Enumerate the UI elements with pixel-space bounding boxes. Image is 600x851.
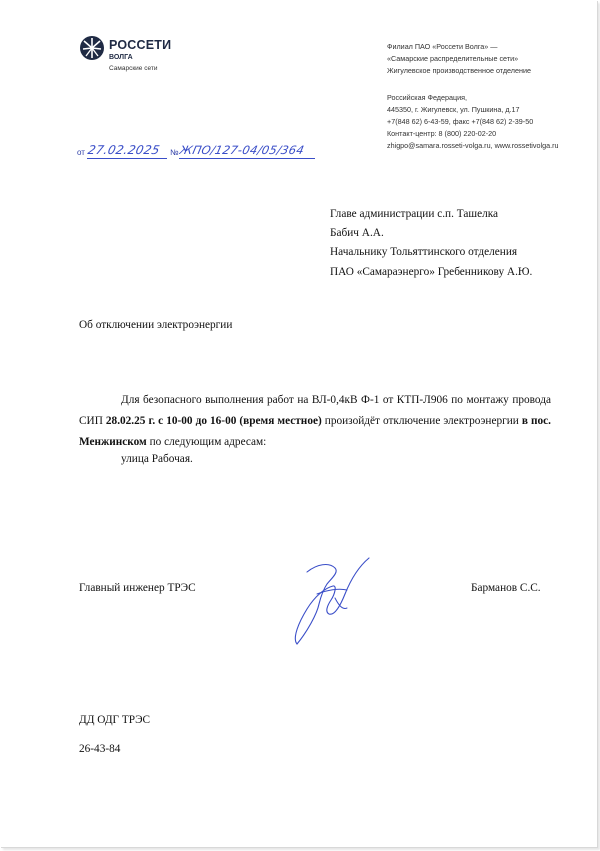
contact-line: Контакт-центр: 8 (800) 220-02-20 <box>387 129 497 138</box>
body-text: Для безопасного выполнения работ на ВЛ-0,4кВ Ф-1 от КТП-Л906 по монтажу провода СИП <box>79 394 551 427</box>
date-label: от <box>77 148 85 157</box>
addressee-line: Бабич А.А. <box>330 227 384 240</box>
number-label: № <box>170 148 179 157</box>
organization-block <box>387 41 587 77</box>
affected-address: улица Рабочая. <box>121 453 193 465</box>
addressee-line: Начальнику Тольяттинского отделения <box>330 246 518 259</box>
body-paragraph <box>79 390 551 453</box>
logo-region: ВОЛГА <box>109 54 133 61</box>
body-text: по следующим адресам: <box>146 436 267 448</box>
addressee-line: ПАО «Самараэнерго» Гребенникову А.Ю. <box>330 265 533 278</box>
org-line: Филиал ПАО «Россети Волга» — <box>387 42 498 51</box>
signer-title: Главный инженер ТРЭС <box>79 582 196 594</box>
contact-line: +7(848 62) 6-43-59, факс +7(848 62) 2-39-50 <box>387 117 534 126</box>
company-logo <box>79 35 199 83</box>
org-line: «Самарские распределительные сети» <box>387 54 519 63</box>
contacts-block <box>387 92 587 152</box>
letter-subject: Об отключении электроэнергии <box>79 319 233 331</box>
contact-line: zhigpo@samara.rosseti-volga.ru, www.rossetivolga.ru <box>387 141 559 150</box>
executor-department: ДД ОДГ ТРЭС <box>79 714 151 726</box>
handwritten-signature <box>277 554 377 649</box>
signer-name: Барманов С.С. <box>471 582 541 594</box>
rosseti-logo-icon <box>79 35 105 61</box>
date-underline <box>87 158 167 159</box>
org-line: Жигулевское производственное отделение <box>387 66 531 75</box>
contact-line: 445350, г. Жигулевск, ул. Пушкина, д.17 <box>387 105 520 114</box>
outage-time: 28.02.25 г. с 10-00 до 16-00 (время местное) <box>105 415 322 427</box>
registration-number: ЖПО/127-04/05/364 <box>178 143 306 157</box>
outage-location: в пос. Менжинском <box>79 415 551 448</box>
contact-line: Российская Федерация, <box>387 93 467 102</box>
number-underline <box>179 158 315 159</box>
addressee-line: Главе администрации с.п. Ташелка <box>330 208 499 220</box>
addressee-block <box>330 205 580 282</box>
document-page <box>1 1 598 848</box>
executor-phone: 26-43-84 <box>79 743 121 755</box>
logo-branch: Самарские сети <box>109 65 158 72</box>
logo-name: РОССЕТИ <box>109 38 172 52</box>
registration-date: 27.02.2025 <box>86 143 162 157</box>
registration-line <box>77 142 327 164</box>
letter-body <box>79 390 551 453</box>
body-text: произойдёт отключение электроэнергии <box>321 415 522 427</box>
